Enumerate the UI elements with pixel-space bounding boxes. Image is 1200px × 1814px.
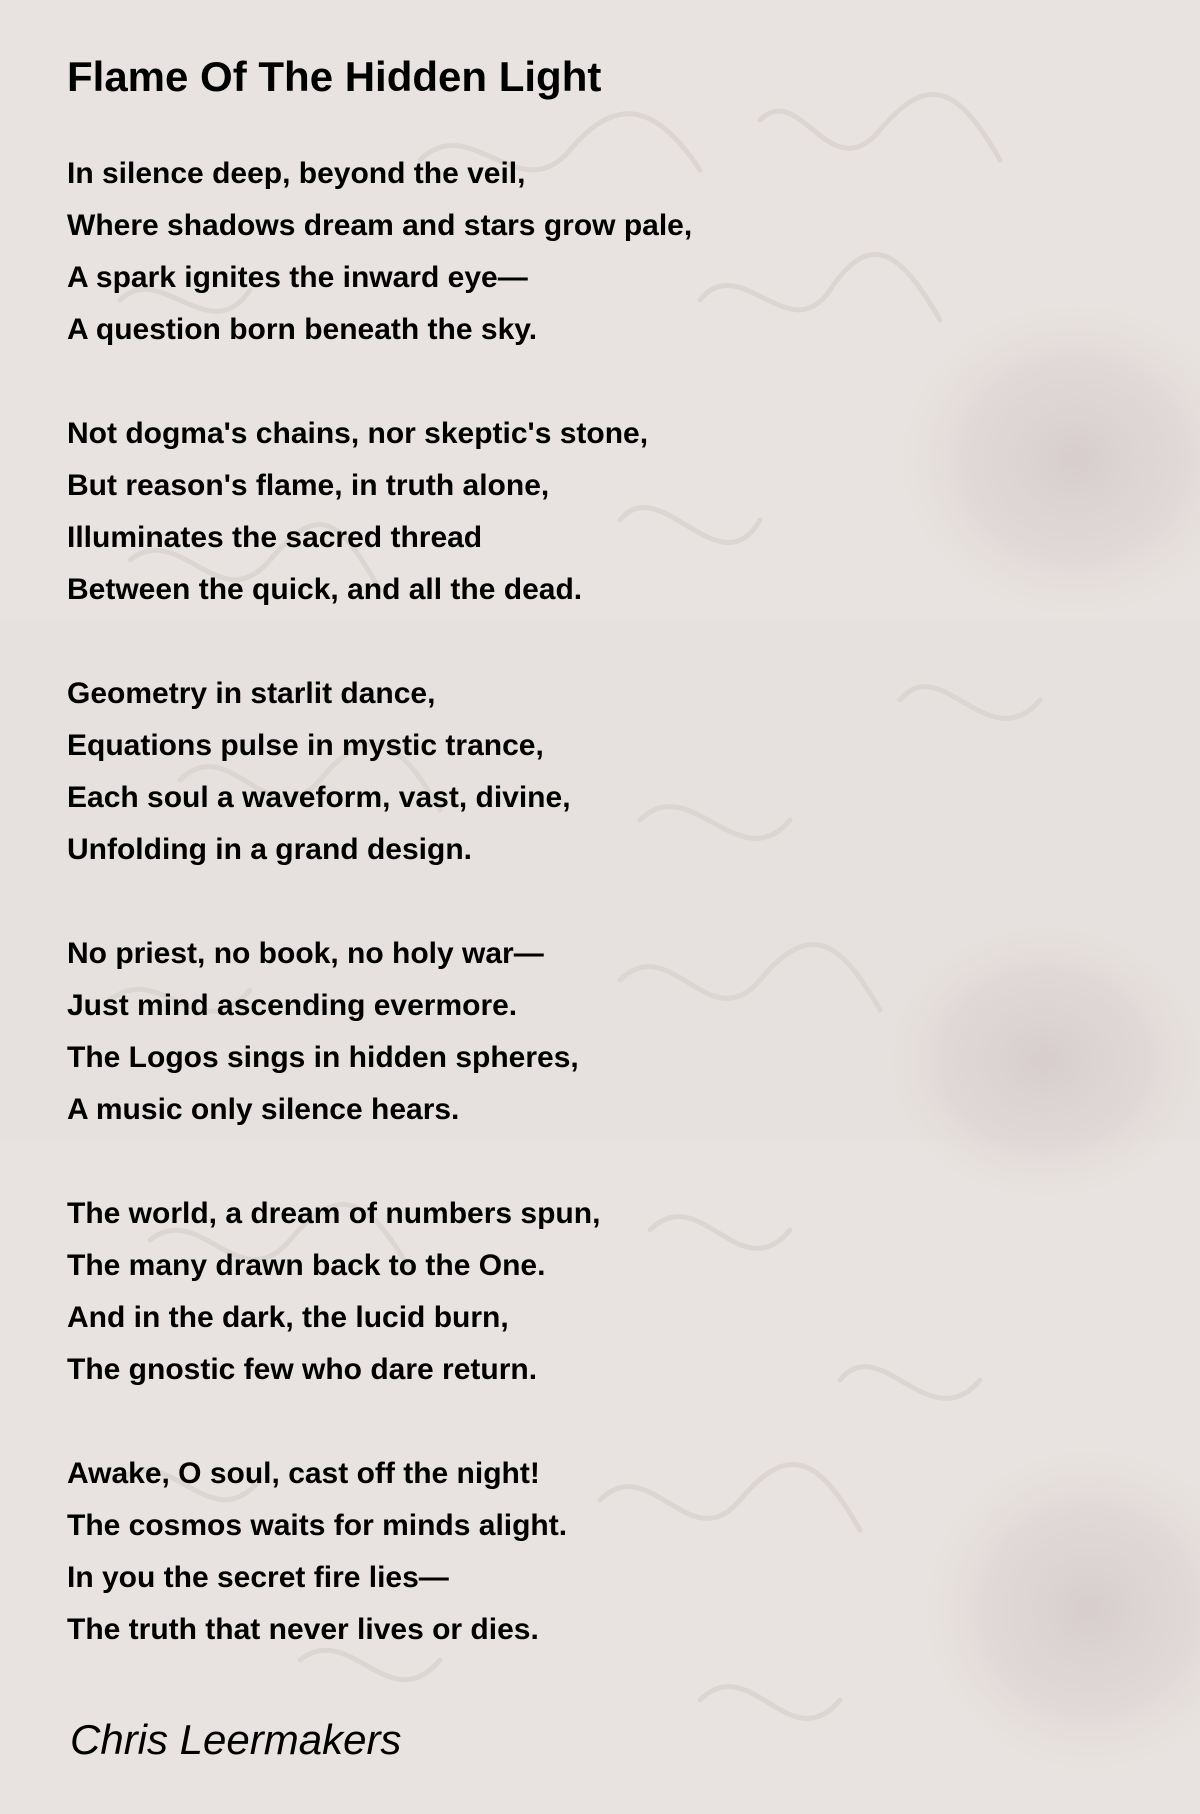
poem-line: Where shadows dream and stars grow pale, bbox=[67, 209, 693, 242]
poem-title: Flame Of The Hidden Light bbox=[67, 53, 602, 100]
poem-line: But reason's flame, in truth alone, bbox=[67, 469, 550, 502]
poem-line: In you the secret fire lies— bbox=[67, 1561, 449, 1594]
poem-line: A question born beneath the sky. bbox=[67, 313, 538, 346]
poem-line: The Logos sings in hidden spheres, bbox=[67, 1041, 579, 1074]
poem-line: The truth that never lives or dies. bbox=[67, 1613, 539, 1646]
poem-line: A music only silence hears. bbox=[67, 1093, 460, 1126]
poem-line: And in the dark, the lucid burn, bbox=[67, 1301, 509, 1334]
poem-line: Awake, O soul, cast off the night! bbox=[67, 1457, 540, 1490]
poem-line: Not dogma's chains, nor skeptic's stone, bbox=[67, 417, 649, 450]
poem-line: A spark ignites the inward eye— bbox=[67, 261, 528, 294]
poem-line: The cosmos waits for minds alight. bbox=[67, 1509, 568, 1542]
poem-line: Illuminates the sacred thread bbox=[67, 521, 483, 554]
poem-line: The gnostic few who dare return. bbox=[67, 1353, 538, 1386]
poem-line: Each soul a waveform, vast, divine, bbox=[67, 781, 571, 814]
poem-line: Between the quick, and all the dead. bbox=[67, 573, 583, 606]
poem-line: No priest, no book, no holy war— bbox=[67, 937, 544, 970]
poem-line: The many drawn back to the One. bbox=[67, 1249, 546, 1282]
poem-line: Geometry in starlit dance, bbox=[67, 677, 436, 710]
poem-line: Just mind ascending evermore. bbox=[67, 989, 518, 1022]
poem-line: In silence deep, beyond the veil, bbox=[67, 157, 526, 190]
poem-line: The world, a dream of numbers spun, bbox=[67, 1197, 601, 1230]
poem-line: Equations pulse in mystic trance, bbox=[67, 729, 544, 762]
poem-line: Unfolding in a grand design. bbox=[67, 833, 472, 866]
poem-author: Chris Leermakers bbox=[70, 1716, 402, 1763]
